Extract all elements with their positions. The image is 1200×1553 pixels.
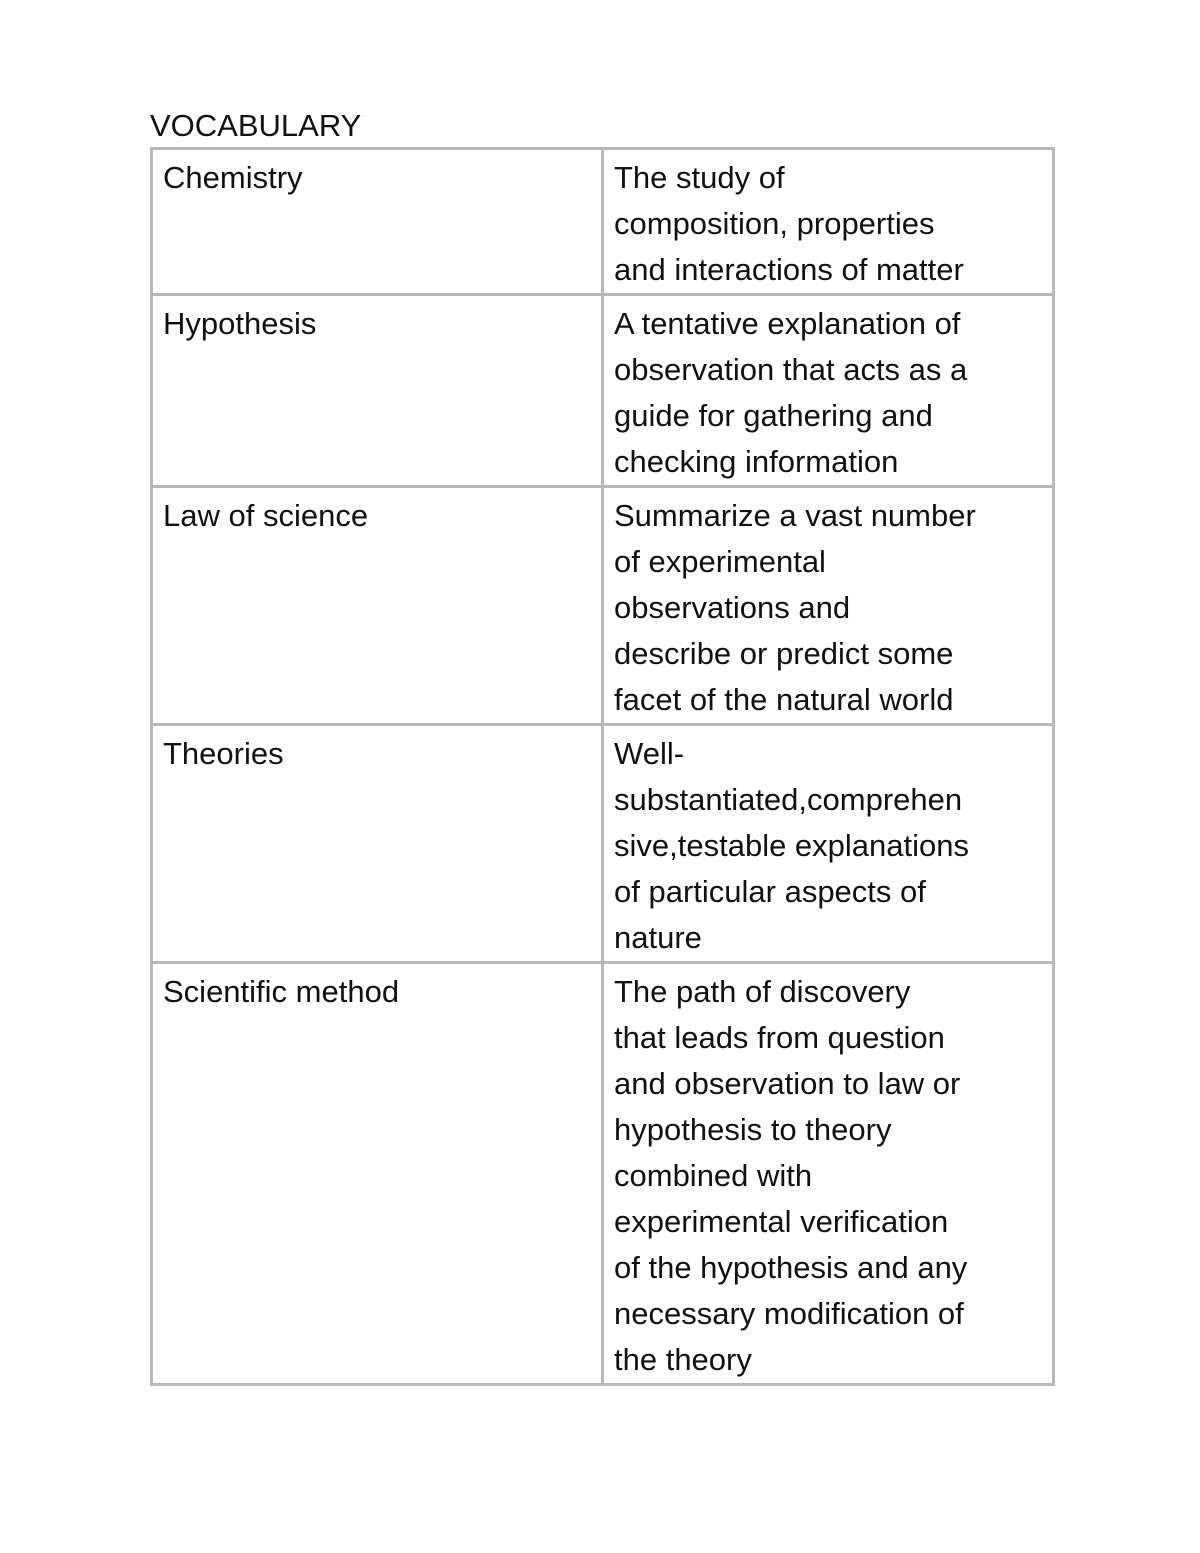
definition-line: Summarize a vast number bbox=[614, 498, 976, 533]
definition-cell bbox=[603, 149, 1054, 295]
definition-line: and interactions of matter bbox=[614, 252, 964, 287]
term-cell: Scientific method bbox=[152, 963, 603, 1385]
definition-line: A tentative explanation of bbox=[614, 306, 961, 341]
definition-line: guide for gathering and bbox=[614, 398, 933, 433]
table-row bbox=[152, 295, 1054, 487]
definition-line: observations and bbox=[614, 590, 851, 625]
definition-line: describe or predict some bbox=[614, 636, 954, 671]
definition-cell bbox=[603, 725, 1054, 963]
definition-line: facet of the natural world bbox=[614, 682, 954, 717]
definition-line: The study of bbox=[614, 160, 785, 195]
definition-line: of the hypothesis and any bbox=[614, 1250, 968, 1285]
definition-line: of experimental bbox=[614, 544, 826, 579]
definition-line: checking information bbox=[614, 444, 899, 479]
table-row bbox=[152, 963, 1054, 1385]
definition-line: composition, properties bbox=[614, 206, 935, 241]
definition-line: The path of discovery bbox=[614, 974, 911, 1009]
definition-line: observation that acts as a bbox=[614, 352, 968, 387]
definition-line: and observation to law or bbox=[614, 1066, 961, 1101]
definition-line: that leads from question bbox=[614, 1020, 945, 1055]
definition-line: Well- bbox=[614, 736, 685, 771]
definition-line: nature bbox=[614, 920, 702, 955]
definition-line: of particular aspects of bbox=[614, 874, 926, 909]
definition-line: substantiated,comprehen bbox=[614, 782, 963, 817]
definition-line: the theory bbox=[614, 1342, 752, 1377]
definition-cell bbox=[603, 295, 1054, 487]
table-row bbox=[152, 149, 1054, 295]
definition-line: hypothesis to theory bbox=[614, 1112, 892, 1147]
table-row bbox=[152, 725, 1054, 963]
definition-cell bbox=[603, 963, 1054, 1385]
term-cell: Law of science bbox=[152, 487, 603, 725]
definition-cell bbox=[603, 487, 1054, 725]
page-title: VOCABULARY bbox=[150, 108, 362, 143]
definition-line: experimental verification bbox=[614, 1204, 949, 1239]
definition-line: necessary modification of bbox=[614, 1296, 964, 1331]
vocabulary-table bbox=[150, 147, 1055, 1386]
term-cell: Hypothesis bbox=[152, 295, 603, 487]
definition-line: combined with bbox=[614, 1158, 813, 1193]
term-cell: Chemistry bbox=[152, 149, 603, 295]
definition-line: sive,testable explanations bbox=[614, 828, 970, 863]
term-cell: Theories bbox=[152, 725, 603, 963]
table-row bbox=[152, 487, 1054, 725]
